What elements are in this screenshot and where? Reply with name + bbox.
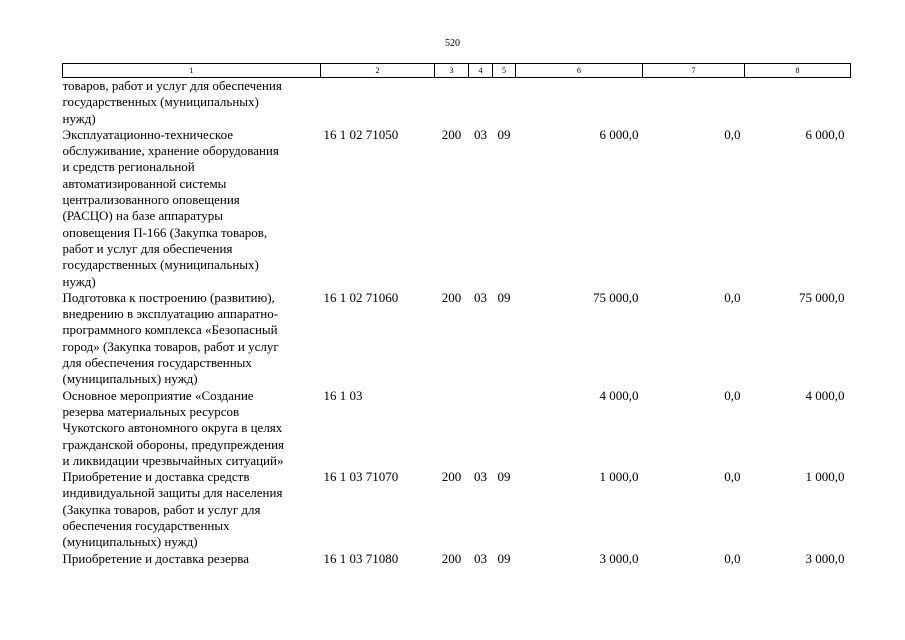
row-name-line: (Закупка товаров, работ и услуг для <box>62 501 261 517</box>
row-name-line: и ликвидации чрезвычайных ситуаций» <box>62 452 284 468</box>
table-row <box>63 469 851 550</box>
row-name <box>63 388 321 469</box>
row-value-2: 0,0 <box>724 126 741 142</box>
row-section: 03 <box>474 289 487 305</box>
row-section <box>469 388 493 469</box>
row-name-line: внедрению в эксплуатацию аппаратно- <box>62 306 279 322</box>
row-value-3: 4 000,0 <box>805 387 845 403</box>
row-name-line: Эксплуатационно-техническое <box>62 126 233 142</box>
row-value-2: 0,0 <box>724 387 741 403</box>
row-name-line: программного комплекса «Безопасный <box>62 322 278 338</box>
row-name-line: (РАСЦО) на базе аппаратуры <box>62 208 223 224</box>
row-name <box>63 290 321 388</box>
row-name-line: Основное мероприятие «Создание <box>62 387 254 403</box>
row-subsection <box>493 78 516 127</box>
row-name-line: нужд) <box>62 110 96 126</box>
page-number: 520 <box>445 38 460 49</box>
row-name-line: обслуживание, хранение оборудования <box>62 143 279 159</box>
row-name-line: Приобретение и доставка резерва <box>62 550 249 566</box>
header-col-5: 5 <box>493 64 516 78</box>
budget-table <box>62 63 851 567</box>
row-section <box>469 78 493 127</box>
row-name-line: автоматизированной системы <box>62 175 227 191</box>
row-subsection: 09 <box>497 289 511 305</box>
row-name <box>63 469 321 550</box>
row-name-line: (муниципальных) нужд) <box>62 534 198 550</box>
row-value-1: 1 000,0 <box>599 469 639 485</box>
row-value-1: 75 000,0 <box>593 289 639 305</box>
header-col-2: 2 <box>321 64 435 78</box>
header-col-3: 3 <box>435 64 469 78</box>
row-value-1: 4 000,0 <box>599 387 639 403</box>
row-name <box>63 78 321 127</box>
row-value-2: 0,0 <box>724 550 741 566</box>
table-row <box>63 388 851 469</box>
row-value-1: 6 000,0 <box>599 126 639 142</box>
header-row <box>63 64 851 78</box>
row-code <box>321 78 435 127</box>
row-name-line: обеспечения государственных <box>62 518 230 534</box>
row-subsection: 09 <box>497 550 511 566</box>
row-name-line: государственных (муниципальных) <box>62 94 259 110</box>
table-row <box>63 127 851 290</box>
row-name <box>63 127 321 290</box>
table-body <box>63 78 851 567</box>
row-section: 03 <box>474 469 487 485</box>
row-name-line: гражданской обороны, предупреждения <box>62 436 285 452</box>
row-name-line: работ и услуг для обеспечения <box>62 240 233 256</box>
row-name-line: резерва материальных ресурсов <box>62 403 240 419</box>
row-code: 16 1 02 71050 <box>323 126 399 142</box>
row-code: 16 1 03 <box>323 387 363 403</box>
row-subsection: 09 <box>497 126 511 142</box>
row-expense-type: 200 <box>441 469 462 485</box>
row-value-2 <box>643 78 745 127</box>
row-name-line: оповещения П-166 (Закупка товаров, <box>62 224 268 240</box>
row-name <box>63 551 321 567</box>
header-col-6: 6 <box>516 64 643 78</box>
row-value-2: 0,0 <box>724 469 741 485</box>
header-col-1: 1 <box>63 64 321 78</box>
row-name-line: Чукотского автономного округа в целях <box>62 420 283 436</box>
row-value-3: 75 000,0 <box>799 289 845 305</box>
row-value-1: 3 000,0 <box>599 550 639 566</box>
row-name-line: индивидуальной защиты для населения <box>62 485 283 501</box>
row-name-line: централизованного оповещения <box>62 192 240 208</box>
row-value-3: 3 000,0 <box>805 550 845 566</box>
row-expense-type: 200 <box>441 550 462 566</box>
row-code: 16 1 03 71080 <box>323 550 399 566</box>
row-name-line: Подготовка к построению (развитию), <box>62 289 275 305</box>
row-expense-type: 200 <box>441 289 462 305</box>
row-value-1 <box>516 78 643 127</box>
row-section: 03 <box>474 126 487 142</box>
row-name-line: товаров, работ и услуг для обеспечения <box>62 78 282 93</box>
header-col-8: 8 <box>745 64 851 78</box>
row-name-line: нужд) <box>62 273 96 289</box>
row-name-line: Приобретение и доставка средств <box>62 469 250 485</box>
row-code: 16 1 03 71070 <box>323 469 399 485</box>
row-value-3 <box>745 78 851 127</box>
row-name-line: город» (Закупка товаров, работ и услуг <box>62 338 279 354</box>
row-expense-type <box>435 78 469 127</box>
row-name-line: для обеспечения государственных <box>62 355 252 371</box>
row-subsection <box>493 388 516 469</box>
row-value-3: 1 000,0 <box>805 469 845 485</box>
row-value-2: 0,0 <box>724 289 741 305</box>
row-name-line: государственных (муниципальных) <box>62 257 259 273</box>
row-value-3: 6 000,0 <box>805 126 845 142</box>
row-expense-type <box>435 388 469 469</box>
header-col-4: 4 <box>469 64 493 78</box>
table-header <box>63 64 851 78</box>
row-code: 16 1 02 71060 <box>323 289 399 305</box>
table-row <box>63 290 851 388</box>
row-name-line: и средств региональной <box>62 159 195 175</box>
table-row <box>63 551 851 567</box>
table-row <box>63 78 851 127</box>
header-col-7: 7 <box>643 64 745 78</box>
row-section: 03 <box>474 550 487 566</box>
row-subsection: 09 <box>497 469 511 485</box>
row-name-line: (муниципальных) нужд) <box>62 371 198 387</box>
row-expense-type: 200 <box>441 126 462 142</box>
